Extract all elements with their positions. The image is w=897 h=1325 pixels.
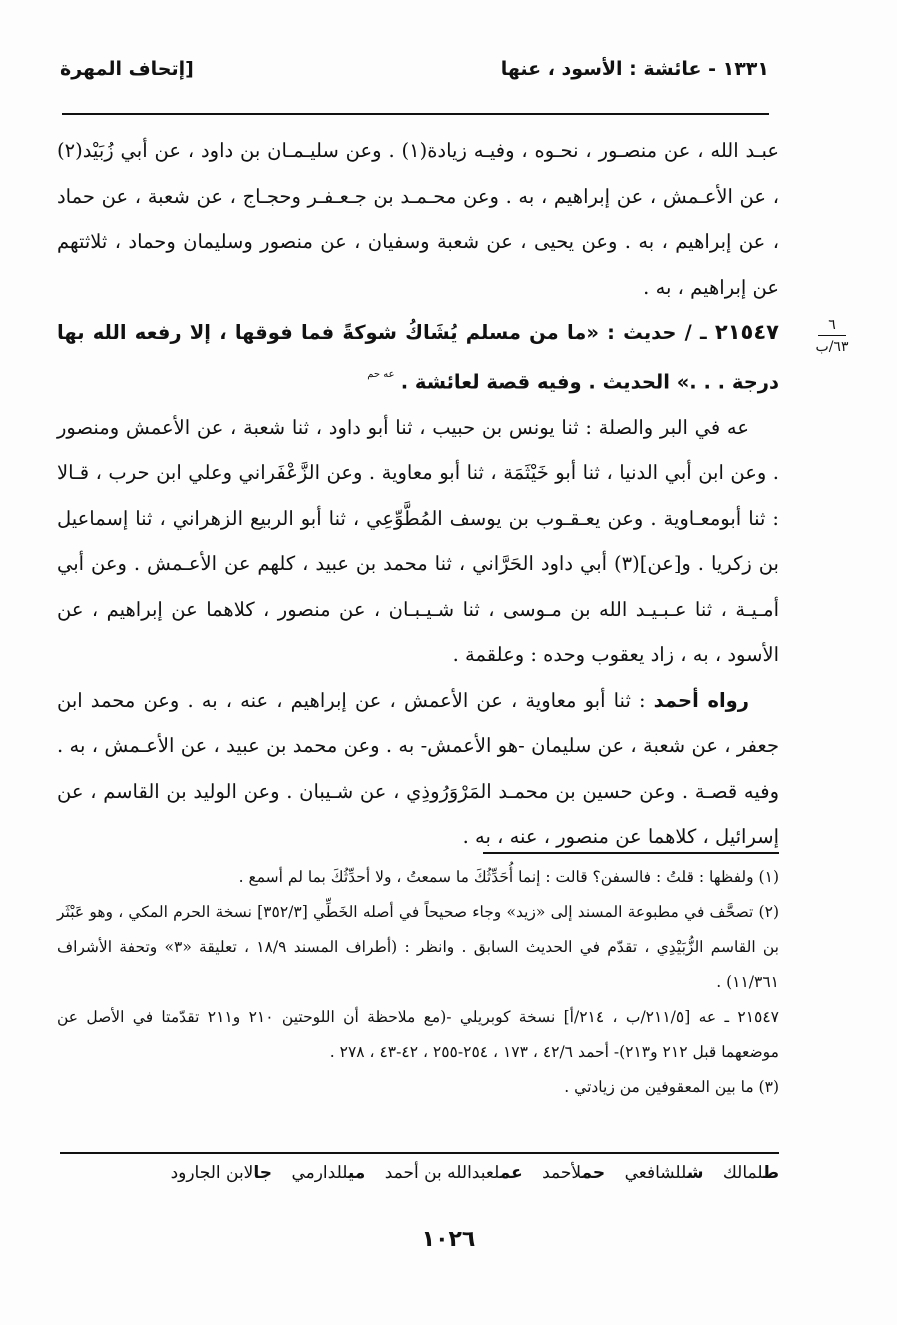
running-header — [60, 58, 769, 94]
paragraph-4 — [57, 678, 779, 860]
margin-line-1: ٦ — [818, 316, 846, 336]
abbrev-item: شللشافعي — [624, 1163, 704, 1183]
footnotes — [57, 860, 779, 1105]
footnote-3: (٣) ما بين المعقوفين من زيادتي . — [564, 1078, 779, 1096]
footnote-2: (٢) تصحَّف في مطبوعة المسند إلى «زيد» وجاء صحيحاً في أصله الخَطِّي [٣٥٢/٣] نسخة الحرم المكي ، وهو عَبْثَر بن القاسم الزُّبَيْدِي ، تقدّم في الحديث السابق . وانظر : (أطراف المسند ١٨/٩ ، تعليقة «٣» وتحفة الأشراف ١١/٣٦١) . — [57, 903, 779, 991]
footnote-source: ٢١٥٤٧ ـ عه [٢١١/٥/ب ، ٢١٤/أ] نسخة كوبريلي -(مع ملاحظة أن اللوحتين ٢١٠ و٢١١ تقدّمتا في الأصل عن موضعهما قبل ٢١٢ و٢١٣)- أحمد ٤٢/٦ ، ١٧٣ ، ٢٥٤-٢٥٥ ، ٤٢-٤٣ ، ٢٧٨ . — [57, 1008, 780, 1061]
sigla: عه حم — [367, 368, 395, 380]
abbrev-item: عملعبدالله بن أحمد — [384, 1163, 523, 1183]
abbreviation-rule — [60, 1152, 779, 1154]
margin-line-2: ٦٣/ب — [815, 339, 849, 355]
hadith-number: ٢١٥٤٧ — [714, 320, 779, 344]
footnote-rule — [483, 852, 779, 854]
hadith-text: حديث : «ما من مسلم يُشَاكُ شوكةً فما فوقها ، إلا رفعه الله بها درجة . . .» الحديث . وفيه قصة لعائشة . — [57, 321, 779, 393]
abbrev-item: ميللدارمي — [291, 1163, 366, 1183]
abbrev-item: جالابن الجارود — [170, 1163, 273, 1183]
paragraph-4-lead: رواه أحمد — [653, 688, 749, 712]
paragraph-3: عه في البر والصلة : ثنا يونس بن حبيب ، ثنا أبو داود ، ثنا شعبة ، عن الأعمش ومنصور . وعن ابن أبي الدنيا ، ثنا أبو خَيْثَمَة ، ثنا أبو معاوية . وعن الزَّعْفَراني وعلي ابن حرب ، قـالا : ثنا أبومعـاوية . وعن يعـقـوب بن يوسف المُطَّوِّعِي ، ثنا أبو الربيع الزهراني ، ثنا إسماعيل بن زكريا . و[عن](٣) أبي داود الحَرَّاني ، ثنا محمد بن عبيد ، كلهم عن الأعـمش . وعن أبي أمـيـة ، ثنا عـبـيـد الله بن مـوسى ، ثنا شـيـبـان ، عن منصور ، كلاهما عن إبراهيم ، عن الأسود ، به ، زاد يعقوب وحده : وعلقمة . — [57, 415, 779, 666]
margin-note — [802, 316, 862, 357]
abbrev-item: طلمالك — [722, 1163, 779, 1183]
book-title: [إتحاف المهرة — [60, 58, 194, 80]
hadith-separator: ـ / — [676, 321, 715, 344]
hadith-entry — [57, 310, 779, 405]
footnote-1: (١) ولفظها : قلتُ : فالسفن؟ قالت : إنما أُحَدِّثُكَ ما سمعتُ ، ولا أحدِّثُكَ بما لم أسمع . — [238, 868, 779, 886]
page-number: ١٠٢٦ — [421, 1227, 476, 1252]
abbrev-item: حملأحمد — [542, 1163, 606, 1183]
abbreviation-key — [57, 1163, 779, 1183]
paragraph-4-text: : ثنا أبو معاوية ، عن الأعمش ، عن إبراهيم ، عنه ، به . وعن محمد ابن جعفر ، عن شعبة ، عن سليمان -هو الأعمش- به . وعن محمد بن عبيد ، عن الأعـمش ، به . وفيه قصـة . وعن حسين بن محمـد المَرْوَرُوذِي ، عن شـيبان . وعن الوليد بن القاسم ، عن إسرائيل ، كلاهما عن منصور ، عنه ، به . — [57, 688, 779, 848]
chapter-title: ١٣٣١ - عائشة : الأسود ، عنها — [500, 58, 769, 80]
header-rule — [62, 113, 769, 115]
main-text — [57, 128, 779, 860]
paragraph-1: عبـد الله ، عن منصـور ، نحـوه ، وفيـه زيادة(١) . وعن سليـمـان بن داود ، عن أبي زُبَيْد(٢) ، عن الأعـمش ، عن إبراهيم ، به . وعن محـمـد بن جـعـفـر وحجـاج ، عن شعبة ، عن حماد ، عن إبراهيم ، به . وعن يحيى ، عن شعبة وسفيان ، عن منصور وسليمان وحماد ، ثلاثتهم عن إبراهيم ، به . — [57, 139, 779, 299]
